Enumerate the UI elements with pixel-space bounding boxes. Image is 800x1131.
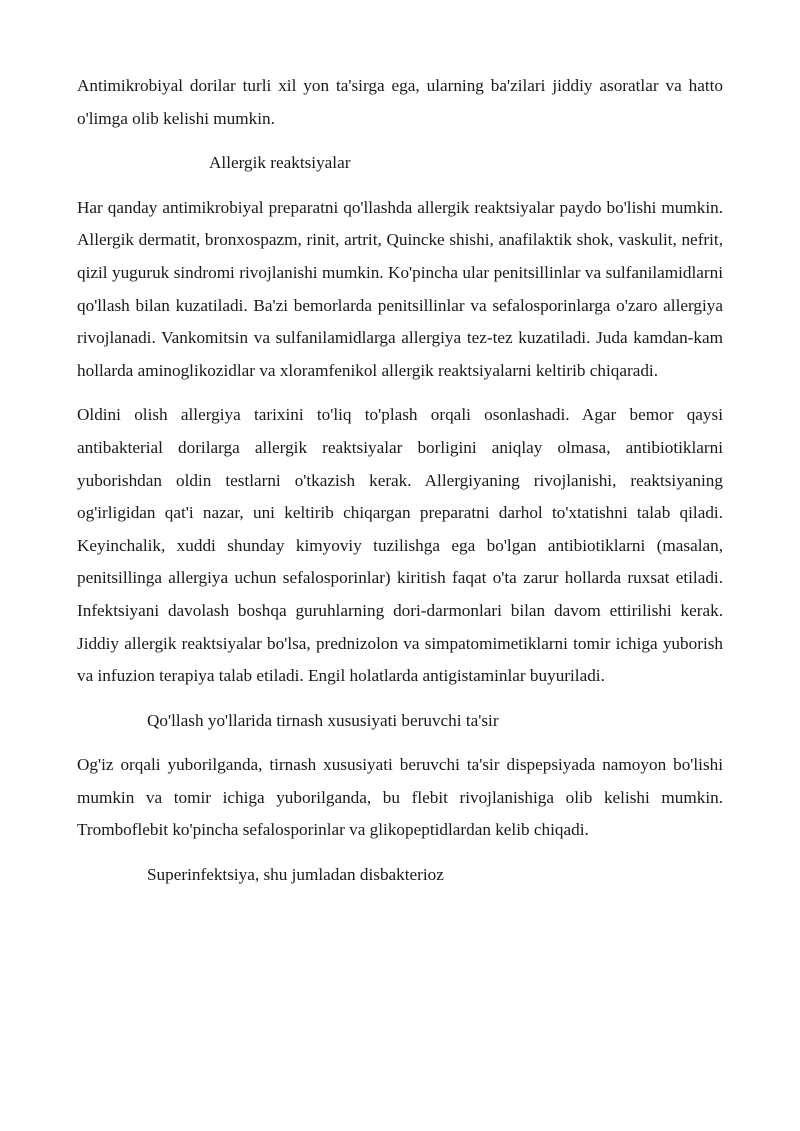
allergy-paragraph-2: Oldini olish allergiya tarixini to'liq to'plash orqali osonlashadi. Agar bemor qaysi antibakterial dorilarga allergik reaktsiyalar borligini aniqlay olmasa, antibiotiklarni yuborishdan oldin testlarni o'tkazish kerak. Allergiyaning rivojlanishi, reaktsiyaning og'irligidan qat'i nazar, uni keltirib chiqargan preparatni darhol to'xtatishni talab qiladi. Keyinchalik, xuddi shunday kimyoviy tuzilishga ega bo'lgan antibiotiklarni (masalan, penitsillinga allergiya uchun sefalosporinlar) kiritish faqat o'ta zarur hollarda ruxsat etiladi. Infektsiyani davolash boshqa guruhlarning dori-darmonlari bilan davom ettirilishi kerak. Jiddiy allergik reaktsiyalar bo'lsa, prednizolon va simpatomimetiklarni tomir ichiga yuborish va infuzion terapiya talab etiladi. Engil holatlarda antigistaminlar buyuriladi. <box>77 405 723 686</box>
heading-irritant-effect: Qo'llash yo'llarida tirnash xususiyati beruvchi ta'sir <box>147 710 499 730</box>
irritant-paragraph: Og'iz orqali yuborilganda, tirnash xususiyati beruvchi ta'sir dispepsiyada namoyon bo'lishi mumkin va tomir ichiga yuborilganda, bu flebit rivojlanishiga olib kelishi mumkin. Tromboflebit ko'pincha sefalosporinlar va glikopeptidlardan kelib chiqadi. <box>77 755 723 840</box>
allergy-paragraph-1: Har qanday antimikrobiyal preparatni qo'llashda allergik reaktsiyalar paydo bo'lishi mumkin. Allergik dermatit, bronxospazm, rinit, artrit, Quincke shishi, anafilaktik shok, vaskulit, nefrit, qizil yuguruk sindromi rivojlanishi mumkin. Ko'pincha ular penitsillinlar va sulfanilamidlarni qo'llash bilan kuzatiladi. Ba'zi bemorlarda penitsillinlar va sefalosporinlarga o'zaro allergiya rivojlanadi. Vankomitsin va sulfanilamidlarga allergiya tez-tez kuzatiladi. Juda kamdan-kam hollarda aminoglikozidlar va xloramfenikol allergik reaktsiyalarni keltirib chiqaradi. <box>77 197 723 380</box>
intro-paragraph: Antimikrobiyal dorilar turli xil yon ta'sirga ega, ularning ba'zilari jiddiy asoratlar va hatto o'limga olib kelishi mumkin. <box>77 76 723 128</box>
document-page <box>77 70 723 904</box>
heading-allergic-reactions: Allergik reaktsiyalar <box>209 153 351 173</box>
heading-superinfection: Superinfektsiya, shu jumladan disbakterioz <box>147 865 444 885</box>
